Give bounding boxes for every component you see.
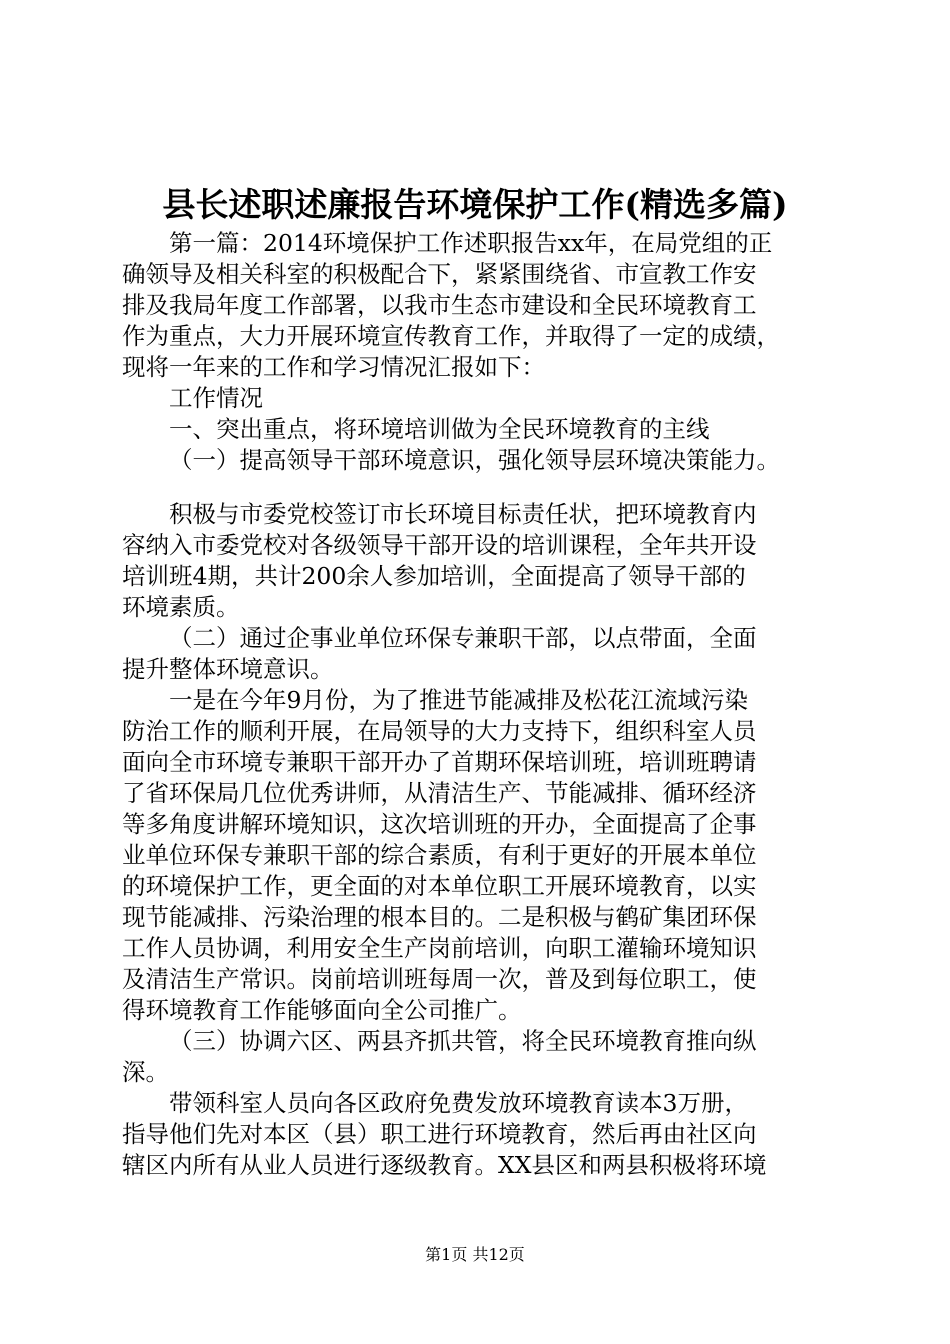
heading-subsection-two (122, 623, 837, 685)
text-line: （一）提高领导干部环境意识，强化领导层环境决策能力。 (169, 446, 780, 474)
text-line: 及清洁生产常识。岗前培训班每周一次，普及到每位职工，使 (122, 965, 757, 993)
text-line: 面向全市环境专兼职干部开办了首期环保培训班，培训班聘请 (122, 748, 757, 776)
text-line: 工作人员协调，利用安全生产岗前培训，向职工灌输环境知识 (122, 934, 757, 962)
text-line: 得环境教育工作能够面向全公司推广。 (122, 996, 522, 1024)
text-line: 培训班4期，共计200余人参加培训，全面提高了领导干部的 (122, 562, 746, 590)
text-line: 业单位环保专兼职干部的综合素质，有利于更好的开展本单位 (122, 841, 757, 869)
heading-subsection-one (122, 445, 837, 476)
paragraph-party-school (122, 499, 837, 623)
text-line: （二）通过企事业单位环保专兼职干部，以点带面，全面 (169, 624, 757, 652)
text-line: 了省环保局几位优秀讲师，从清洁生产、节能减排、循环经济 (122, 779, 757, 807)
text-line: 容纳入市委党校对各级领导干部开设的培训课程，全年共开设 (122, 531, 757, 559)
document-title: 县长述职述廉报告环境保护工作(精选多篇) (162, 185, 788, 224)
heading-subsection-three (122, 1026, 837, 1088)
heading-work-status (122, 383, 837, 414)
heading-section-one (122, 414, 837, 445)
paragraph-training (122, 685, 837, 1026)
text-line: 辖区内所有从业人员进行逐级教育。XX县区和两县积极将环境 (122, 1151, 767, 1179)
text-line: 现将一年来的工作和学习情况汇报如下： (122, 353, 545, 381)
text-line: 工作情况 (169, 384, 263, 412)
text-line: 作为重点，大力开展环境宣传教育工作，并取得了一定的成绩， (122, 322, 780, 350)
text-line: 一是在今年9月份，为了推进节能减排及松花江流域污染 (169, 686, 748, 714)
text-line: 深。 (122, 1058, 169, 1086)
text-line: 积极与市委党校签订市长环境目标责任状，把环境教育内 (169, 500, 757, 528)
document-body (122, 228, 837, 1181)
text-line: 第一篇：2014环境保护工作述职报告xx年，在局党组的正 (169, 229, 773, 257)
paragraph-districts (122, 1088, 837, 1181)
text-line: 现节能减排、污染治理的根本目的。二是积极与鹤矿集团环保 (122, 903, 757, 931)
page-number: 第1页 共12页 (425, 1245, 525, 1264)
text-line: 确领导及相关科室的积极配合下，紧紧围绕省、市宣教工作安 (122, 260, 757, 288)
text-line: 的环境保护工作，更全面的对本单位职工开展环境教育，以实 (122, 872, 757, 900)
text-line: 环境素质。 (122, 593, 240, 621)
text-line: 等多角度讲解环境知识，这次培训班的开办，全面提高了企事 (122, 810, 757, 838)
paragraph-intro (122, 228, 837, 383)
text-line: 防治工作的顺利开展，在局领导的大力支持下，组织科室人员 (122, 717, 757, 745)
text-line: （三）协调六区、两县齐抓共管，将全民环境教育推向纵 (169, 1027, 757, 1055)
text-line: 指导他们先对本区（县）职工进行环境教育，然后再由社区向 (122, 1120, 757, 1148)
text-line: 带领科室人员向各区政府免费发放环境教育读本3万册， (169, 1089, 748, 1117)
text-line: 提升整体环境意识。 (122, 655, 334, 683)
text-line: 一、突出重点，将环境培训做为全民环境教育的主线 (169, 415, 710, 443)
text-line: 排及我局年度工作部署，以我市生态市建设和全民环境教育工 (122, 291, 757, 319)
